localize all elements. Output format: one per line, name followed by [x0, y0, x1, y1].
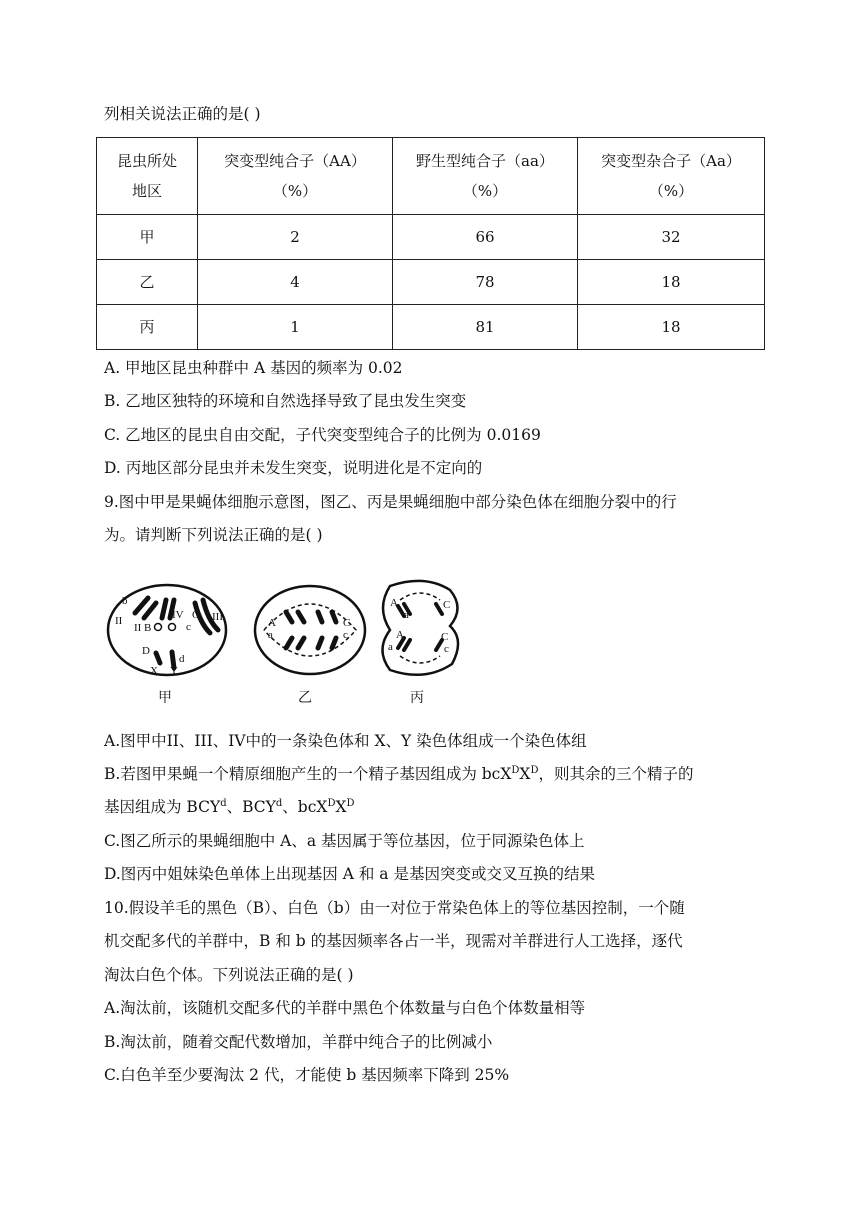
figure-label-yi: 乙 [298, 691, 312, 706]
table-header-row [97, 138, 765, 215]
jia-mark: C [192, 609, 200, 621]
jia-mark: B [144, 622, 152, 634]
table-cell: 甲 [97, 215, 198, 260]
bing-mark: a [388, 641, 393, 653]
q10-stem-line3: 淘汰白色个体。下列说法正确的是( ) [104, 966, 354, 984]
table-cell: 81 [393, 305, 578, 350]
table-cell: 32 [578, 215, 765, 260]
figure-yi [255, 586, 365, 706]
yi-mark: C [343, 617, 351, 629]
bing-mark: C [441, 631, 449, 643]
table-cell: 18 [578, 305, 765, 350]
figure-label-bing: 丙 [410, 691, 424, 706]
jia-mark: X [150, 665, 158, 677]
q9-option-d: D.图丙中姐妹染色单体上出现基因 A 和 a 是基因突变或交叉互换的结果 [104, 865, 595, 883]
table-cell: 2 [198, 215, 393, 260]
jia-mark: d [179, 653, 185, 665]
table-header-cell: 昆虫所处 地区 [97, 138, 198, 215]
table-cell: 78 [393, 260, 578, 305]
cell-division-figures [100, 578, 470, 708]
jia-mark: D [142, 645, 150, 657]
q10-option-c: C.白色羊至少要淘汰 2 代，才能使 b 基因频率下降到 25% [104, 1066, 510, 1084]
q8-option-b: B. 乙地区独特的环境和自然选择导致了昆虫发生突变 [104, 392, 467, 410]
figure-label-jia: 甲 [158, 691, 172, 706]
q9-option-c: C.图乙所示的果蝇细胞中 A、a 基因属于等位基因，位于同源染色体上 [104, 832, 585, 850]
table-row [97, 305, 765, 350]
q10-stem-line1: 10.假设羊毛的黑色（B）、白色（b）由一对位于常染色体上的等位基因控制，一个随 [104, 899, 685, 917]
table-header-cell: 野生型纯合子（aa） （%） [393, 138, 578, 215]
jia-mark: b [122, 595, 128, 607]
bing-mark: C [443, 599, 451, 611]
q8-option-c: C. 乙地区的昆虫自由交配，子代突变型纯合子的比例为 0.0169 [104, 426, 541, 444]
q9-stem-line1: 9.图中甲是果蝇体细胞示意图，图乙、丙是果蝇细胞中部分染色体在细胞分裂中的行 [104, 493, 677, 511]
jia-mark: III [212, 611, 223, 623]
q9-stem-line2: 为。请判断下列说法正确的是( ) [104, 526, 323, 544]
jia-mark: IV [172, 609, 184, 621]
yi-mark: c [343, 629, 348, 641]
table-cell: 1 [198, 305, 393, 350]
q8-option-d: D. 丙地区部分昆虫并未发生突变，说明进化是不定向的 [104, 459, 483, 477]
q10-option-b: B.淘汰前，随着交配代数增加，羊群中纯合子的比例减小 [104, 1033, 493, 1051]
figure-jia [108, 585, 226, 706]
q10-option-a: A.淘汰前，该随机交配多代的羊群中黑色个体数量与白色个体数量相等 [104, 999, 586, 1017]
table-row [97, 215, 765, 260]
table-cell: 丙 [97, 305, 198, 350]
table-header-cell: 突变型杂合子（Aa） （%） [578, 138, 765, 215]
bing-mark: a [404, 609, 409, 621]
table-cell: 18 [578, 260, 765, 305]
insect-genotype-table [96, 137, 765, 350]
jia-mark: c [186, 621, 191, 633]
table-cell: 乙 [97, 260, 198, 305]
q8-option-a: A. 甲地区昆虫种群中 A 基因的频率为 0.02 [104, 359, 403, 377]
bing-mark: A [390, 597, 398, 609]
yi-mark: A [268, 617, 276, 629]
jia-mark: II [115, 615, 123, 627]
q9-option-b-line2: 基因组成为 BCY$^d$、BCY$^d$、$bcX^DX^D$ [104, 797, 355, 816]
question-intro: 列相关说法正确的是( ) [104, 105, 261, 123]
table-cell: 4 [198, 260, 393, 305]
yi-mark: a [268, 629, 273, 641]
bing-mark: c [444, 643, 449, 655]
jia-mark: II [134, 622, 142, 634]
figure-bing [383, 581, 459, 706]
jia-mark: Y [170, 665, 178, 677]
table-header-cell: 突变型纯合子（AA） （%） [198, 138, 393, 215]
bing-mark: A [396, 629, 404, 641]
table-row [97, 260, 765, 305]
table-cell: 66 [393, 215, 578, 260]
q9-option-b-line1: B.若图甲果蝇一个精原细胞产生的一个精子基因组成为 $bcX^DX^D$，则其余的三个精子的 [104, 764, 694, 783]
q10-stem-line2: 机交配多代的羊群中，B 和 b 的基因频率各占一半，现需对羊群进行人工选择，逐代 [104, 932, 683, 950]
q9-option-a: A.图甲中II、III、IV中的一条染色体和 X、Y 染色体组成一个染色体组 [104, 732, 587, 750]
